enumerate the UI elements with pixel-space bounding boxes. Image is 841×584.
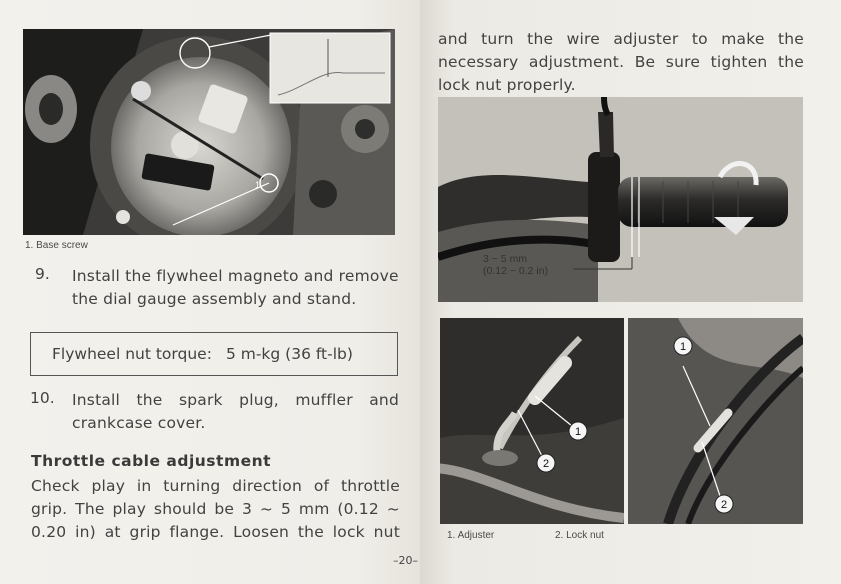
throttle-line-1: Check play in turning direction of throttle: [31, 477, 400, 495]
page-number: –20–: [393, 554, 418, 567]
cable-adjuster-photo-right: [628, 318, 803, 524]
throttle-line-2: grip. The play should be 3 ~ 5 mm (0.12 ~: [31, 500, 400, 518]
magneto-photo: [23, 29, 395, 235]
caption-adjuster: 1. Adjuster: [447, 530, 495, 541]
step-10-line-2: crankcase cover.: [72, 414, 206, 432]
step-9-line-1: Install the flywheel magneto and remove: [72, 267, 399, 285]
cable-adjuster-illustration-left: [440, 318, 624, 524]
magneto-photo-caption: 1. Base screw: [25, 240, 88, 251]
step-9-number: 9.: [35, 265, 50, 283]
torque-spec-box: [30, 332, 398, 376]
right-line-2: necessary adjustment. Be sure tighten the: [438, 53, 804, 71]
cable-right-callout-1: 1: [679, 341, 687, 353]
cable-adjuster-photo-left: [440, 318, 624, 524]
magneto-callout-1: 1: [255, 180, 261, 190]
right-line-1: and turn the wire adjuster to make the: [438, 30, 804, 48]
grip-play-mm: 3 ~ 5 mm: [483, 253, 528, 265]
magneto-illustration: [23, 29, 395, 235]
step-10-line-1: Install the spark plug, muffler and: [72, 391, 399, 409]
step-10-number: 10.: [30, 389, 55, 407]
grip-play-in: (0.12 ~ 0.2 in): [483, 265, 549, 277]
torque-value: 5 m-kg (36 ft-lb): [225, 345, 353, 363]
cable-left-callout-2: 2: [542, 458, 550, 470]
throttle-section-heading: Throttle cable adjustment: [31, 452, 272, 470]
caption-lock-nut: 2. Lock nut: [555, 530, 604, 541]
torque-label: Flywheel nut torque:: [52, 345, 212, 363]
right-line-3: lock nut properly.: [438, 76, 576, 94]
cable-adjuster-illustration-right: [628, 318, 803, 524]
cable-left-callout-1: 1: [574, 426, 582, 438]
cable-right-callout-2: 2: [720, 499, 728, 511]
throttle-line-3: 0.20 in) at grip flange. Loosen the lock nut: [31, 523, 400, 541]
step-9-line-2: the dial gauge assembly and stand.: [72, 290, 357, 308]
